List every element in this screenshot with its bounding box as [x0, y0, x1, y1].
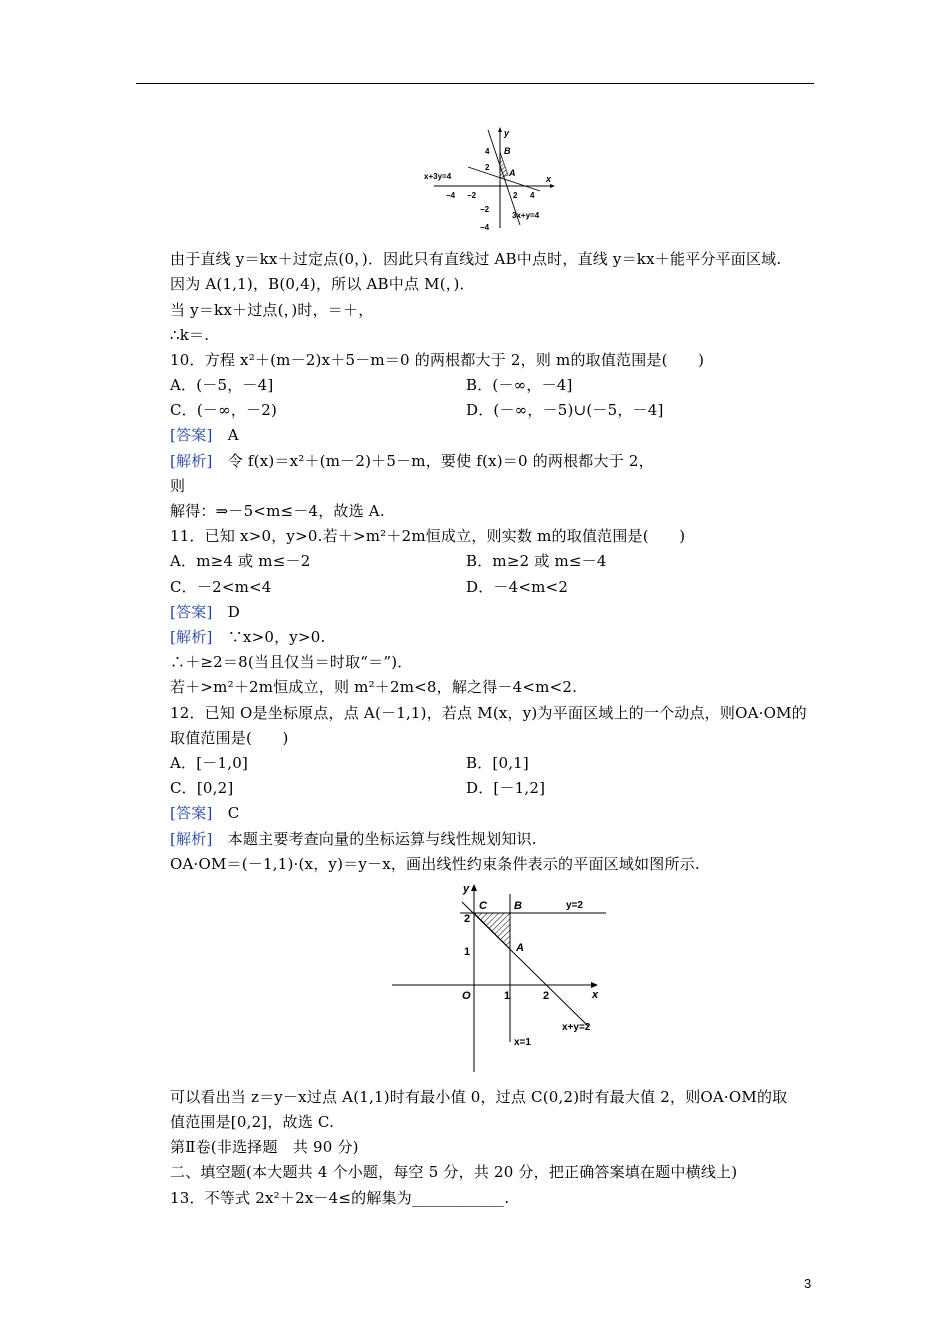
analysis-label: [解析] — [170, 628, 213, 646]
fig1-label-y: y — [504, 128, 510, 138]
section-instructions: 二、填空题(本大题共 4 个小题，每空 5 分，共 20 分，把正确答案填在题中横线上) — [170, 1163, 738, 1181]
header-rule — [136, 83, 814, 84]
fig2-tick-x1: 1 — [504, 990, 511, 1002]
figure-region-1 — [420, 124, 560, 234]
fig1-tick-xn4: −4 — [446, 191, 456, 200]
analysis-line — [170, 829, 537, 849]
answer-value: C — [227, 804, 240, 822]
analysis-label: [解析] — [170, 830, 213, 848]
option-d: D．(－∞，－5)∪(－5，－4] — [466, 401, 664, 419]
option-b: B．(－∞，－4] — [466, 376, 573, 394]
analysis-label: [解析] — [170, 452, 213, 470]
text-line: 由于直线 y＝kx＋过定点(0，)．因此只有直线过 AB中点时，直线 y＝kx＋能平分平面区域. — [170, 250, 782, 268]
fig2-label-b: B — [514, 900, 522, 912]
option-b: B．[0,1] — [466, 754, 529, 772]
option-c: C．(－∞，－2) — [170, 401, 278, 419]
text-line: 因为 A(1,1)，B(0,4)，所以 AB中点 M(，)． — [170, 275, 475, 293]
fig1-line2: 3x+y=4 — [512, 211, 540, 220]
fig2-tick-y1: 1 — [464, 946, 471, 958]
text-line: 则 — [170, 477, 186, 495]
answer-line — [170, 425, 239, 445]
section-heading: 第Ⅱ卷(非选择题 共 90 分) — [170, 1138, 359, 1156]
fig1-label-b: B — [504, 146, 511, 156]
answer-value: D — [227, 603, 240, 621]
option-d: D．[－1,2] — [466, 779, 546, 797]
fig1-tick-yn2: −2 — [480, 205, 490, 214]
text-line: 解得：⇒－5<m≤－4，故选 A. — [170, 502, 385, 520]
fig1-tick-yn4: −4 — [480, 223, 490, 232]
fig2-line-xy2: x+y=2 — [562, 1022, 591, 1033]
option-d: D．－4<m<2 — [466, 578, 569, 596]
option-a: A．m≥4 或 m≤－2 — [170, 552, 311, 570]
text-line: 值范围是[0,2]，故选 C. — [170, 1113, 335, 1131]
fig2-tick-y2: 2 — [464, 913, 471, 925]
option-a: A．[－1,0] — [170, 754, 248, 772]
page-number: 3 — [804, 1276, 812, 1291]
answer-label: [答案] — [170, 603, 213, 621]
answer-value: A — [227, 426, 239, 444]
fig1-tick-y4: 4 — [485, 147, 490, 156]
fig2-label-c: C — [479, 900, 487, 912]
answer-line — [170, 602, 240, 622]
question-13: 13．不等式 2x²＋2x－4≤的解集为____________. — [170, 1189, 510, 1207]
question-11: 11．已知 x>0，y>0.若＋>m²＋2m恒成立，则实数 m的取值范围是( ) — [170, 527, 686, 545]
option-a: A．(－5，－4] — [170, 376, 274, 394]
analysis-text: ∵x>0，y>0. — [227, 628, 326, 646]
figure-region-2 — [390, 880, 610, 1075]
fig2-tick-x2: 2 — [543, 990, 550, 1002]
text-line: ∴＋≥2＝8(当且仅当＝时取“＝”)． — [170, 653, 413, 671]
fig1-label-a: A — [509, 168, 516, 178]
fig2-label-y: y — [463, 883, 470, 895]
text-line: 当 y＝kx＋过点(，)时，＝＋， — [170, 301, 374, 319]
fig2-label-a: A — [516, 942, 524, 954]
fig2-line-x1: x=1 — [514, 1037, 531, 1048]
text-line: ∴k＝. — [170, 326, 210, 344]
answer-label: [答案] — [170, 426, 213, 444]
option-c: C．[0,2] — [170, 779, 234, 797]
fig1-line1: x+3y=4 — [424, 172, 452, 181]
fig1-tick-x4: 4 — [530, 191, 535, 200]
fig1-tick-x2: 2 — [513, 191, 518, 200]
fig1-tick-y2: 2 — [485, 163, 490, 172]
analysis-line — [170, 451, 654, 471]
answer-label: [答案] — [170, 804, 213, 822]
fig2-label-x: x — [592, 989, 599, 1001]
analysis-line — [170, 627, 325, 647]
text-line: OA·OM＝(－1,1)·(x，y)＝y－x，画出线性约束条件表示的平面区域如图所示. — [170, 855, 700, 873]
text-line: 可以看出当 z＝y－x过点 A(1,1)时有最小值 0，过点 C(0,2)时有最大值 2，则OA·OM的取 — [170, 1088, 788, 1106]
analysis-text: 本题主要考查向量的坐标运算与线性规划知识. — [227, 830, 537, 848]
question-10: 10．方程 x²＋(m－2)x＋5－m＝0 的两根都大于 2，则 m的取值范围是( ) — [170, 351, 705, 369]
fig1-tick-xn2: −2 — [467, 191, 477, 200]
analysis-text: 令 f(x)＝x²＋(m－2)＋5－m，要使 f(x)＝0 的两根都大于 2， — [227, 452, 654, 470]
text-line: 若＋>m²＋2m恒成立，则 m²＋2m<8，解之得－4<m<2. — [170, 678, 578, 696]
fig1-label-x: x — [546, 174, 552, 184]
option-b: B．m≥2 或 m≤－4 — [466, 552, 607, 570]
question-12: 12．已知 O是坐标原点，点 A(－1,1)，若点 M(x，y)为平面区域上的一个动点，则OA·OM的 — [170, 704, 807, 722]
option-c: C．－2<m<4 — [170, 578, 272, 596]
fig2-line-y2: y=2 — [566, 900, 583, 911]
text-line: 取值范围是( ) — [170, 729, 289, 747]
fig2-label-o: O — [462, 990, 471, 1002]
answer-line — [170, 803, 239, 823]
